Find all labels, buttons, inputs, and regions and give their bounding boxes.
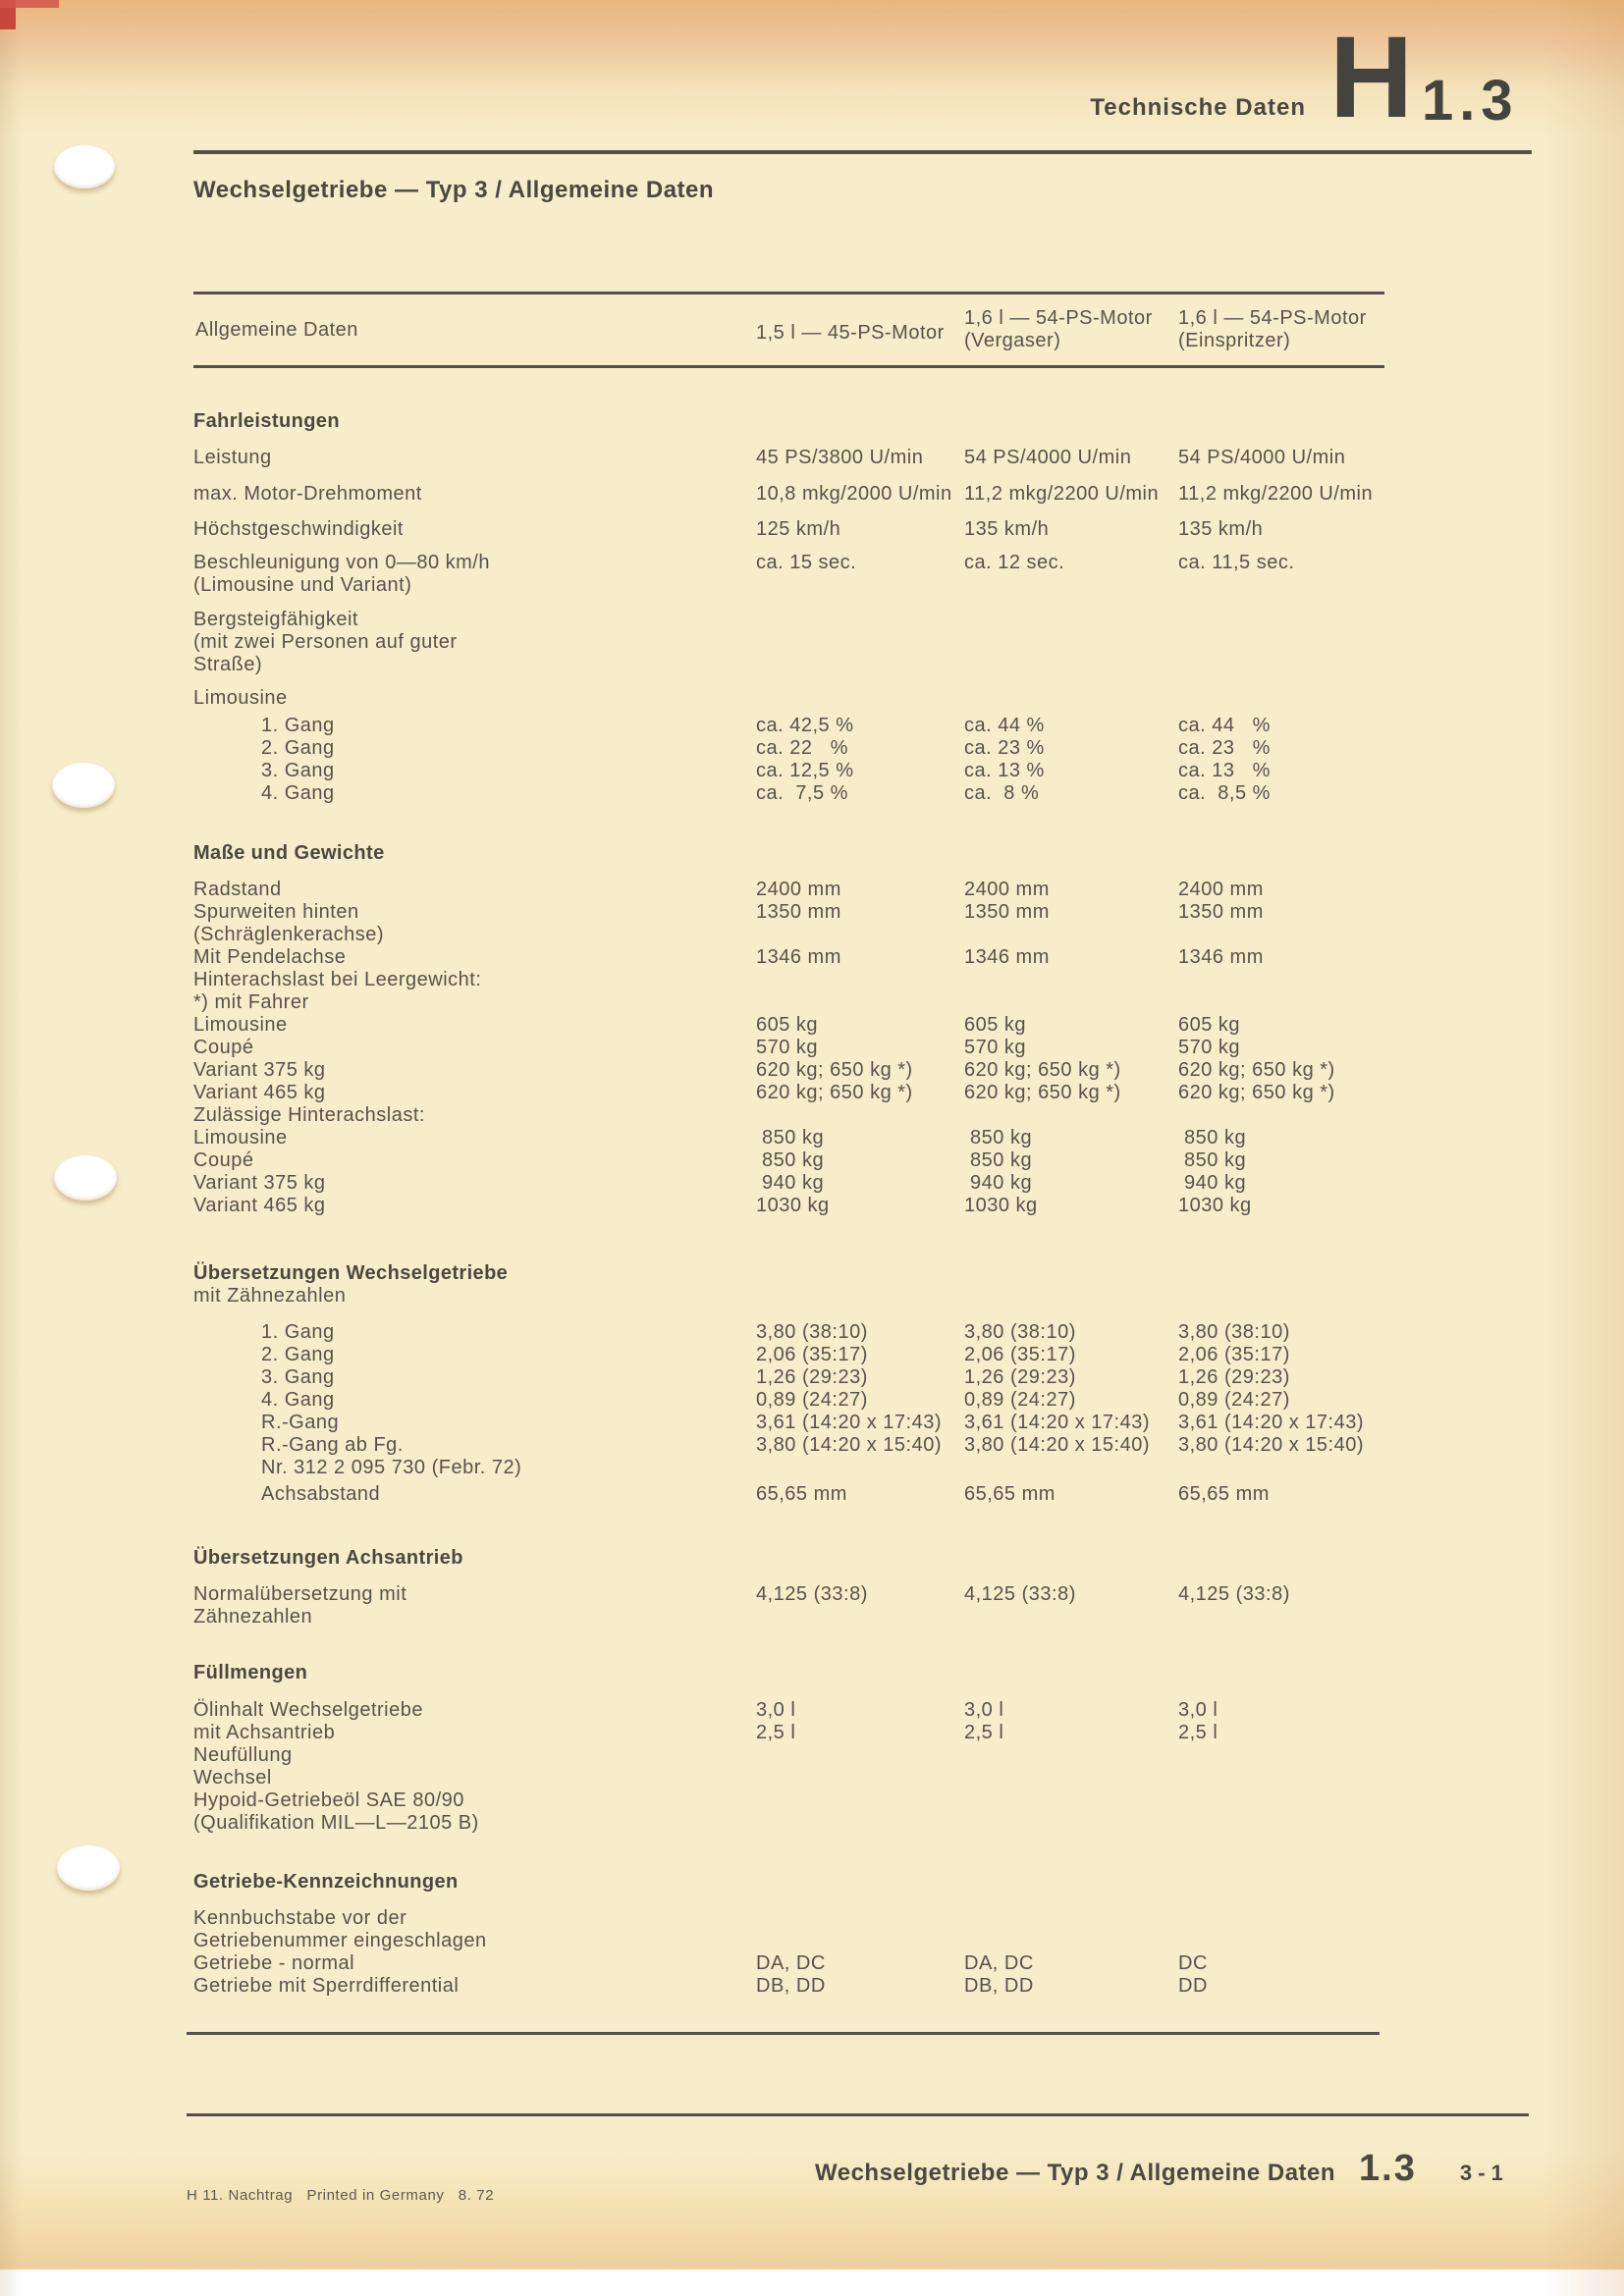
table-row [193, 760, 1460, 782]
row-label: mit Achsantrieb [193, 1722, 336, 1743]
row-label: 3. Gang [261, 760, 335, 781]
table-row [193, 518, 1460, 541]
row-label: 4. Gang [261, 1389, 335, 1411]
row-value-col3: 65,65 mm [1178, 1483, 1270, 1505]
section-tab-letter: H [1329, 13, 1414, 142]
table-bottom-rule [187, 2032, 1380, 2035]
section [193, 1262, 1460, 1506]
footer-imprint: H 11. Nachtrag Printed in Germany 8. 72 [187, 2187, 495, 2204]
row-label: Limousine [193, 1014, 288, 1036]
header-rule [193, 150, 1532, 154]
row-label: Leistung [193, 447, 272, 468]
row-value-col2: 54 PS/4000 U/min [964, 447, 1132, 468]
row-value-col3: 135 km/h [1178, 518, 1264, 540]
row-value-col1: 1346 mm [756, 946, 841, 968]
table-row [193, 782, 1460, 805]
row-value-col2: ca. 12 sec. [964, 552, 1065, 573]
table-row [193, 1744, 1460, 1767]
row-value-col1: 2,5 l [756, 1722, 796, 1743]
row-value-col1: ca. 22 % [756, 737, 848, 759]
row-label: 1. Gang [261, 1321, 335, 1343]
row-label: Kennbuchstabe vor der [193, 1907, 407, 1929]
row-value-col3: 850 kg [1178, 1149, 1247, 1171]
table-row [193, 1767, 1460, 1789]
row-value-col1: 45 PS/3800 U/min [756, 447, 924, 468]
row-value-col1: 3,80 (14:20 x 15:40) [756, 1434, 943, 1456]
table-row [193, 1812, 1460, 1835]
table-row [193, 1975, 1460, 1998]
row-label: (Qualifikation MIL—L—2105 B) [193, 1812, 479, 1834]
row-label: Coupé [193, 1037, 254, 1058]
row-label: Getriebe mit Sperrdifferential [193, 1975, 460, 1997]
row-label: (Limousine und Variant) [193, 574, 412, 596]
row-value-col1: 2,06 (35:17) [756, 1344, 868, 1365]
row-label: 2. Gang [261, 1344, 335, 1365]
row-value-col1: DA, DC [756, 1952, 826, 1974]
row-value-col2: ca. 8 % [964, 782, 1040, 804]
row-label: Getriebe - normal [193, 1952, 355, 1974]
row-value-col2: 2,5 l [964, 1722, 1004, 1743]
row-label: Variant 465 kg [193, 1195, 326, 1216]
row-value-col1: 1030 kg [756, 1195, 830, 1216]
table-row [193, 1412, 1460, 1434]
row-value-col2: 620 kg; 650 kg *) [964, 1059, 1121, 1081]
table-row [193, 924, 1460, 946]
table-row [193, 715, 1460, 737]
row-value-col2: 1346 mm [964, 946, 1050, 968]
footer-page-number: 3 - 1 [1459, 2161, 1503, 2185]
row-value-col3: ca. 13 % [1178, 760, 1271, 781]
row-label: Zulässige Hinterachslast: [193, 1104, 425, 1126]
row-value-col2: 940 kg [964, 1172, 1033, 1194]
section [193, 1871, 1460, 1998]
row-value-col1: 850 kg [756, 1127, 825, 1148]
table-row [193, 1722, 1460, 1744]
section-heading: Maße und Gewichte [193, 842, 385, 864]
table-row [193, 1149, 1460, 1172]
row-label: 4. Gang [261, 782, 335, 804]
footer [815, 2148, 1503, 2190]
row-value-col3: 11,2 mkg/2200 U/min [1178, 483, 1374, 505]
row-value-col2: 2,06 (35:17) [964, 1344, 1076, 1365]
row-value-col1: DB, DD [756, 1975, 826, 1997]
row-value-col1: 605 kg [756, 1014, 819, 1036]
row-value-col1: 125 km/h [756, 518, 841, 540]
footer-title: Wechselgetriebe — Typ 3 / Allgemeine Daten [815, 2160, 1336, 2186]
punch-hole [52, 763, 115, 808]
row-value-col1: 10,8 mkg/2000 U/min [756, 483, 952, 505]
row-value-col1: ca. 42,5 % [756, 715, 854, 736]
row-label: (Schräglenkerachse) [193, 924, 385, 945]
row-label: Limousine [193, 1127, 288, 1148]
row-value-col2: 1030 kg [964, 1195, 1038, 1216]
row-value-col1: 3,61 (14:20 x 17:43) [756, 1412, 943, 1433]
row-label: Hypoid-Getriebeöl SAE 80/90 [193, 1789, 464, 1811]
table-row [193, 1483, 1460, 1506]
table-row [193, 1195, 1460, 1217]
row-value-col1: 4,125 (33:8) [756, 1583, 868, 1605]
row-value-col3: 1350 mm [1178, 901, 1264, 923]
row-label: Straße) [193, 654, 263, 675]
row-value-col1: 1350 mm [756, 901, 841, 923]
table-row [193, 1457, 1460, 1479]
row-label: Zähnezahlen [193, 1606, 313, 1628]
row-value-col1: ca. 12,5 % [756, 760, 854, 781]
row-value-col1: 65,65 mm [756, 1483, 847, 1505]
column-header-45ps: 1,5 l — 45-PS-Motor [756, 322, 945, 344]
row-value-col3: 1346 mm [1178, 946, 1264, 968]
row-value-col3: 4,125 (33:8) [1178, 1583, 1290, 1605]
row-label: Wechsel [193, 1767, 272, 1789]
table-row [193, 687, 1460, 710]
table-row [193, 991, 1460, 1014]
table-row [193, 631, 1460, 654]
row-label: Neufüllung [193, 1744, 293, 1766]
section [193, 410, 1460, 805]
table-row [193, 1699, 1460, 1722]
row-value-col2: ca. 23 % [964, 737, 1045, 759]
row-value-col3: DC [1178, 1952, 1208, 1974]
table-row [193, 483, 1460, 506]
row-label: Normalübersetzung mit [193, 1583, 407, 1605]
table-row [193, 1321, 1460, 1344]
table-row [193, 1082, 1460, 1104]
row-value-col3: ca. 11,5 sec. [1178, 552, 1295, 573]
row-value-col2: 1,26 (29:23) [964, 1366, 1076, 1388]
row-value-col1: 3,0 l [756, 1699, 796, 1721]
row-value-col1: 620 kg; 650 kg *) [756, 1082, 913, 1103]
table-row [193, 1434, 1460, 1457]
table-row [193, 1172, 1460, 1195]
section-heading: Übersetzungen Achsantrieb [193, 1547, 463, 1569]
table-row [193, 1789, 1460, 1812]
row-value-col3: 3,80 (14:20 x 15:40) [1178, 1434, 1365, 1456]
row-value-col2: 850 kg [964, 1127, 1033, 1148]
column-header-54ps-vergaser: 1,6 l — 54-PS-Motor (Vergaser) [964, 307, 1153, 351]
row-value-col2: ca. 13 % [964, 760, 1045, 781]
row-value-col3: ca. 44 % [1178, 715, 1271, 736]
row-label: 1. Gang [261, 715, 335, 736]
row-label: Variant 375 kg [193, 1172, 326, 1194]
row-label: R.-Gang [261, 1412, 340, 1433]
row-value-col2: ca. 44 % [964, 715, 1045, 736]
row-value-col3: 3,0 l [1178, 1699, 1218, 1721]
table-row [193, 1059, 1460, 1082]
data-sections [193, 410, 1460, 1998]
row-value-col2: 2400 mm [964, 879, 1050, 900]
row-value-col1: 1,26 (29:23) [756, 1366, 868, 1388]
table-row [193, 1583, 1460, 1606]
section [193, 842, 1460, 1217]
row-value-col1: ca. 7,5 % [756, 782, 848, 804]
page-title: Wechselgetriebe — Typ 3 / Allgemeine Daten [193, 177, 715, 203]
row-value-col3: 3,80 (38:10) [1178, 1321, 1290, 1343]
row-label: Variant 465 kg [193, 1082, 326, 1103]
row-value-col3: 2400 mm [1178, 879, 1264, 900]
row-value-col3: ca. 23 % [1178, 737, 1271, 759]
row-value-col1: 3,80 (38:10) [756, 1321, 868, 1343]
row-label: Getriebenummer eingeschlagen [193, 1930, 487, 1951]
row-value-col3: 2,06 (35:17) [1178, 1344, 1290, 1365]
row-value-col2: 3,61 (14:20 x 17:43) [964, 1412, 1151, 1433]
table-row [193, 901, 1460, 924]
column-header-54ps-einspritzer: 1,6 l — 54-PS-Motor (Einspritzer) [1178, 307, 1367, 351]
table-row [193, 1127, 1460, 1149]
row-label: (mit zwei Personen auf guter [193, 631, 458, 653]
row-value-col3: 605 kg [1178, 1014, 1241, 1036]
page-header-label: Technische Daten [1090, 94, 1306, 121]
table-row [193, 1389, 1460, 1412]
row-value-col1: 2400 mm [756, 879, 841, 900]
row-label: Limousine [193, 687, 288, 709]
row-value-col3: 850 kg [1178, 1127, 1247, 1148]
row-label: Radstand [193, 879, 282, 900]
row-value-col2: 65,65 mm [964, 1483, 1056, 1505]
table-row [193, 1104, 1460, 1127]
row-value-col2: 135 km/h [964, 518, 1050, 540]
row-value-col3: DD [1178, 1975, 1208, 1997]
row-value-col1: ca. 15 sec. [756, 552, 857, 573]
table-row [193, 574, 1460, 597]
row-value-col2: 620 kg; 650 kg *) [964, 1082, 1121, 1103]
row-value-col3: 940 kg [1178, 1172, 1247, 1194]
table-row [193, 1014, 1460, 1037]
row-value-col3: 620 kg; 650 kg *) [1178, 1059, 1335, 1081]
punch-hole [57, 1845, 120, 1891]
row-label: Beschleunigung von 0—80 km/h [193, 552, 490, 573]
row-label: Mit Pendelachse [193, 946, 347, 968]
table-row [193, 969, 1460, 991]
table-row [193, 946, 1460, 969]
table-row [193, 447, 1460, 469]
table-row [193, 1952, 1460, 1975]
row-value-col2: 3,0 l [964, 1699, 1004, 1721]
row-value-col2: DB, DD [964, 1975, 1034, 1997]
row-value-col2: 3,80 (38:10) [964, 1321, 1076, 1343]
row-value-col3: 2,5 l [1178, 1722, 1218, 1743]
row-label: Nr. 312 2 095 730 (Febr. 72) [261, 1457, 522, 1478]
row-label: 3. Gang [261, 1366, 335, 1388]
section-heading: Fahrleistungen [193, 410, 340, 432]
row-value-col2: DA, DC [964, 1952, 1034, 1974]
row-value-col2: 1350 mm [964, 901, 1050, 923]
row-value-col1: 0,89 (24:27) [756, 1389, 868, 1411]
footer-tab-number: 1.3 [1359, 2148, 1417, 2189]
table-row [193, 1037, 1460, 1059]
punch-hole [54, 1155, 117, 1201]
row-value-col3: 54 PS/4000 U/min [1178, 447, 1346, 468]
row-value-col2: 3,80 (14:20 x 15:40) [964, 1434, 1151, 1456]
row-value-col3: 0,89 (24:27) [1178, 1389, 1290, 1411]
row-label: Bergsteigfähigkeit [193, 609, 358, 630]
row-value-col2: 11,2 mkg/2200 U/min [964, 483, 1160, 505]
subheading-label: mit Zähnezahlen [193, 1285, 347, 1307]
row-label: 2. Gang [261, 737, 335, 759]
section [193, 1547, 1460, 1629]
table-row [193, 1930, 1460, 1952]
row-value-col2: 605 kg [964, 1014, 1027, 1036]
row-value-col3: 3,61 (14:20 x 17:43) [1178, 1412, 1365, 1433]
table-row [193, 1907, 1460, 1930]
table-row [193, 654, 1460, 676]
row-label: Ölinhalt Wechselgetriebe [193, 1699, 423, 1721]
row-value-col3: 1030 kg [1178, 1195, 1252, 1216]
row-value-col3: 620 kg; 650 kg *) [1178, 1082, 1335, 1103]
section-heading: Getriebe-Kennzeichnungen [193, 1871, 459, 1893]
row-label: Coupé [193, 1149, 254, 1171]
table-row [193, 737, 1460, 760]
row-label: *) mit Fahrer [193, 991, 309, 1013]
row-value-col2: 0,89 (24:27) [964, 1389, 1076, 1411]
scan-corner-streak [0, 0, 59, 8]
table-corner-label: Allgemeine Daten [195, 319, 358, 341]
section-heading: Übersetzungen Wechselgetriebe [193, 1262, 509, 1284]
row-label: Variant 375 kg [193, 1059, 326, 1081]
row-label: Höchstgeschwindigkeit [193, 518, 404, 540]
table-row [193, 1344, 1460, 1366]
table-row [193, 609, 1460, 631]
section-subheading [193, 1285, 1460, 1308]
row-label: Hinterachslast bei Leergewicht: [193, 969, 482, 990]
table-header-band [193, 292, 1384, 368]
row-value-col2: 4,125 (33:8) [964, 1583, 1076, 1605]
row-label: max. Motor-Drehmoment [193, 483, 422, 505]
table-row [193, 1606, 1460, 1629]
punch-hole [54, 145, 115, 188]
table-row [193, 879, 1460, 901]
row-value-col2: 570 kg [964, 1037, 1027, 1058]
row-value-col1: 620 kg; 650 kg *) [756, 1059, 913, 1081]
row-value-col3: 1,26 (29:23) [1178, 1366, 1290, 1388]
section [193, 1662, 1460, 1835]
row-value-col1: 940 kg [756, 1172, 825, 1194]
row-label: R.-Gang ab Fg. [261, 1434, 404, 1456]
row-label: Achsabstand [261, 1483, 381, 1505]
row-label: Spurweiten hinten [193, 901, 359, 923]
footer-rule [187, 2113, 1529, 2116]
row-value-col3: 570 kg [1178, 1037, 1241, 1058]
row-value-col1: 850 kg [756, 1149, 825, 1171]
table-row [193, 552, 1460, 574]
row-value-col2: 850 kg [964, 1149, 1033, 1171]
table-row [193, 1366, 1460, 1389]
row-value-col1: 570 kg [756, 1037, 819, 1058]
section-tab-number: 1.3 [1422, 69, 1519, 133]
section-heading: Füllmengen [193, 1662, 308, 1683]
row-value-col3: ca. 8,5 % [1178, 782, 1271, 804]
